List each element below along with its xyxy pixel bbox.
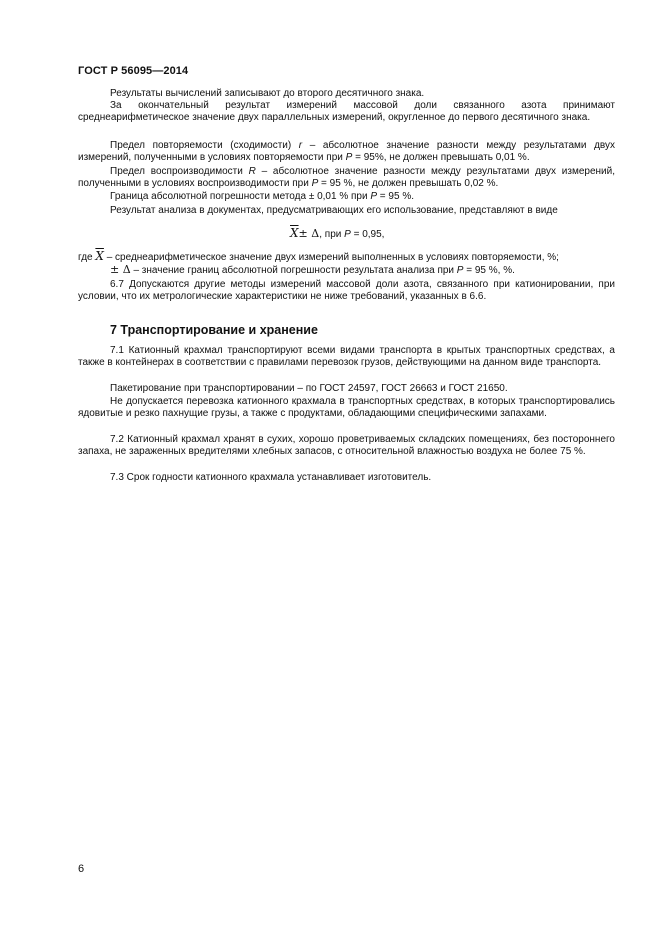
- plus-minus-delta: ± Δ: [298, 227, 320, 240]
- text: = 0,95,: [350, 229, 385, 240]
- text: – абсолютное значение разности между результатами двух измерений, полученными в условиях повторяемости при: [78, 140, 615, 163]
- plus-minus-delta: ± Δ: [110, 263, 131, 276]
- text: = 95 %.: [377, 191, 414, 202]
- where-line-delta: [110, 264, 615, 277]
- variable-r-upper: R: [248, 166, 256, 177]
- paragraph-result-presentation: Результат анализа в документах, предусматривающих его использование, представляют в виде: [110, 205, 558, 216]
- where-line-mean: [78, 251, 615, 264]
- paragraph-final-result: За окончательный результат измерений массовой доли связанного азота принимают среднеарифметическое значение двух параллельных измерений, округленное до первого десятичного знака.: [78, 100, 615, 123]
- text: = 95 %, не должен превышать 0,02 %.: [318, 177, 499, 189]
- paragraph-results-precision: Результаты вычислений записывают до второго десятичного знака.: [110, 88, 425, 99]
- text: Предел воспроизводимости: [110, 166, 249, 177]
- text: , при: [319, 229, 345, 240]
- variable-p: P: [456, 265, 464, 276]
- text: – значение границ абсолютной погрешности результата анализа при: [130, 265, 457, 276]
- paragraph-repeatability-limit: [78, 140, 615, 163]
- paragraph-6-7: 6.7 Допускаются другие методы измерений массовой доли азота, связанного при катионировании, при условии, что их метрологические характеристики не ниже требований, указанных в 6.6.: [78, 279, 615, 302]
- paragraph-7-2: 7.2 Катионный крахмал хранят в сухих, хорошо проветриваемых складских помещениях, без постороннего запаха, не зараженных вредителями хлебных запасов, с относительной влажностью воздуха не более 75 %.: [78, 434, 615, 457]
- variable-r: r: [298, 140, 303, 151]
- text: – среднеарифметическое значение двух измерений выполненных в условиях повторяемости, %;: [103, 252, 559, 263]
- text: = 95%, не должен превышать 0,01 %.: [352, 151, 530, 163]
- variable-p: P: [344, 229, 351, 240]
- text: Граница абсолютной погрешности метода ± 0,01 % при: [110, 191, 371, 202]
- paragraph-7-1-packaging: Пакетирование при транспортировании – по ГОСТ 24597, ГОСТ 26663 и ГОСТ 21650.: [110, 383, 508, 394]
- mean-x-symbol: $\overline{X}$: [290, 226, 299, 240]
- mean-x-symbol: $\overline{X}$: [95, 249, 104, 263]
- variable-p: P: [311, 177, 319, 189]
- variable-p: P: [345, 151, 353, 163]
- paragraph-error-bound: [78, 191, 615, 203]
- text: = 95 %, %.: [463, 265, 515, 276]
- paragraph-reproducibility-limit: [78, 166, 615, 189]
- section-7-heading: 7 Транспортирование и хранение: [110, 323, 318, 337]
- document-header: ГОСТ Р 56095—2014: [78, 65, 189, 77]
- text: Предел повторяемости (сходимости): [110, 140, 299, 151]
- paragraph-7-3: 7.3 Срок годности катионного крахмала устанавливает изготовитель.: [110, 472, 432, 483]
- paragraph-7-1-restrictions: Не допускается перевозка катионного крахмала в транспортных средствах, в которых транспортировались ядовитые и резко пахнущие грузы, а также с продуктами, обладающими специфическими запахами.: [78, 396, 615, 419]
- text: где: [78, 252, 96, 263]
- text: – абсолютное значение разности между результатами двух измерений, полученными в условиях воспроизводимости при: [78, 166, 615, 189]
- page-number: 6: [78, 863, 85, 875]
- paragraph-7-1: 7.1 Катионный крахмал транспортируют всеми видами транспорта в крытых транспортных средствах, а также в контейнерах в соответствии с правилами перевозок грузов, действующими на данном виде транспорта.: [78, 345, 615, 368]
- result-formula: [290, 226, 384, 240]
- variable-p: P: [370, 191, 378, 202]
